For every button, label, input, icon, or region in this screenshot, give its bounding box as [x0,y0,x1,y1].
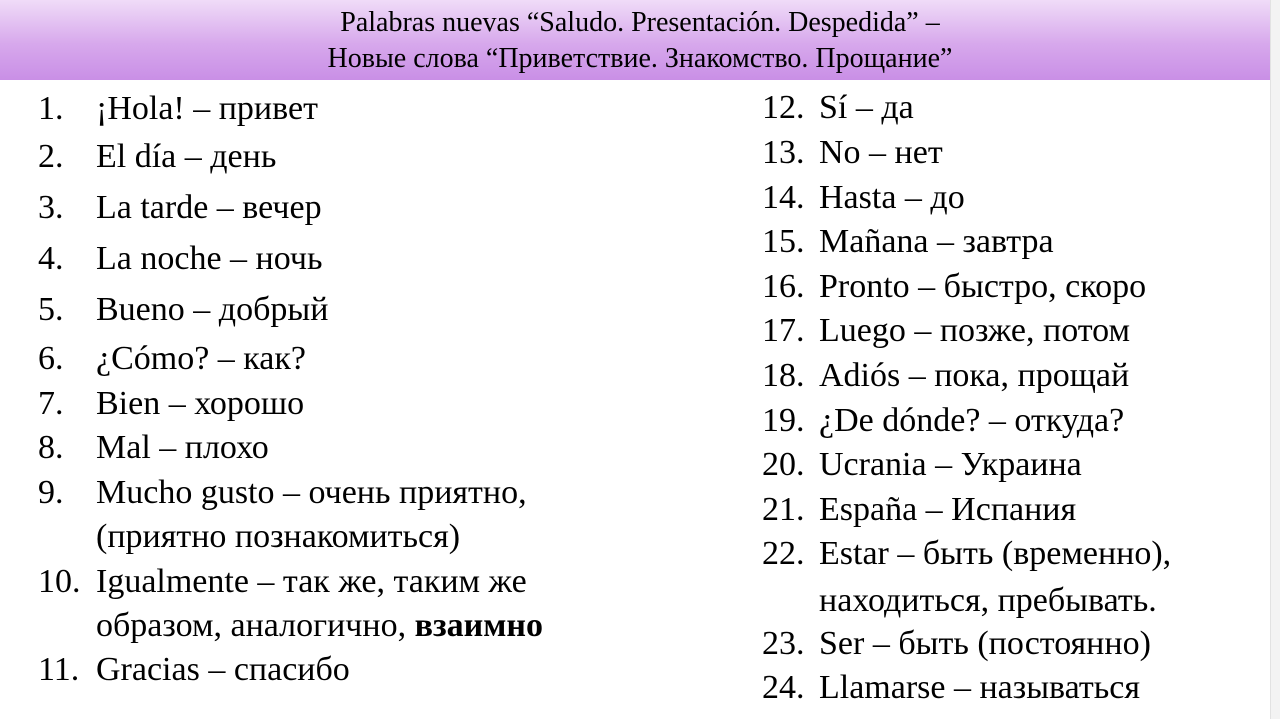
header-title-russian: Новые слова “Приветствие. Знакомство. Прощание” [327,43,953,74]
item-text: Ser – быть (постоянно) [819,625,1151,662]
item-number: 3. [38,189,64,226]
continuation-plain: образом, аналогично, [96,607,415,644]
item-text: Bueno – добрый [96,291,329,328]
item-text: Ucrania – Украина [819,446,1082,483]
item-text: Mal – плохо [96,429,269,466]
item-text-continuation [96,604,543,648]
item-number: 24. [762,669,805,706]
header-title-spanish: Palabras nuevas “Saludo. Presentación. Despedida” – [340,7,940,38]
item-number: 4. [38,240,64,277]
item-number: 5. [38,291,64,328]
vertical-scrollbar[interactable] [1270,0,1280,719]
item-text: Igualmente – так же, таким же [96,563,527,600]
item-number: 21. [762,491,805,528]
item-text: Bien – хорошо [96,385,305,422]
item-number: 18. [762,357,805,394]
item-text: Mañana – завтра [819,223,1054,260]
item-number: 14. [762,179,805,216]
item-text: ¿De dónde? – откуда? [819,402,1125,439]
item-text: Adiós – пока, прощай [819,357,1130,394]
item-number: 19. [762,402,805,439]
item-text: ¡Hola! – привет [96,90,318,127]
item-text: No – нет [819,134,943,171]
item-number: 20. [762,446,805,483]
item-number: 13. [762,134,805,171]
item-number: 15. [762,223,805,260]
item-text: Sí – да [819,89,914,126]
item-text: Mucho gusto – очень приятно, [96,474,527,511]
slide-header [0,0,1280,80]
item-number: 10. [38,563,81,600]
item-text: Luego – позже, потом [819,312,1131,349]
item-number: 6. [38,340,64,377]
item-text: El día – день [96,138,277,175]
item-number: 9. [38,474,64,511]
item-text: Estar – быть (временно), [819,535,1172,572]
item-number: 12. [762,89,805,126]
item-number: 7. [38,385,64,422]
item-number: 22. [762,535,805,572]
item-text: Gracias – спасибо [96,651,350,688]
item-number: 16. [762,268,805,305]
continuation-bold-word: взаимно [414,607,543,644]
item-text: ¿Cómo? – как? [96,340,307,377]
item-number: 8. [38,429,64,466]
item-text: Llamarse – называться [819,669,1140,706]
item-text: La tarde – вечер [96,189,322,226]
item-number: 1. [38,90,64,127]
item-text: Pronto – быстро, скоро [819,268,1147,305]
item-text: Hasta – до [819,179,965,216]
item-number: 11. [38,651,80,688]
item-number: 23. [762,625,805,662]
item-number: 17. [762,312,805,349]
item-number: 2. [38,138,64,175]
item-text: La noche – ночь [96,240,323,277]
item-text: España – Испания [819,491,1077,528]
item-text-continuation: находиться, пребывать. [819,582,1157,619]
item-text-continuation: (приятно познакомиться) [96,518,461,555]
